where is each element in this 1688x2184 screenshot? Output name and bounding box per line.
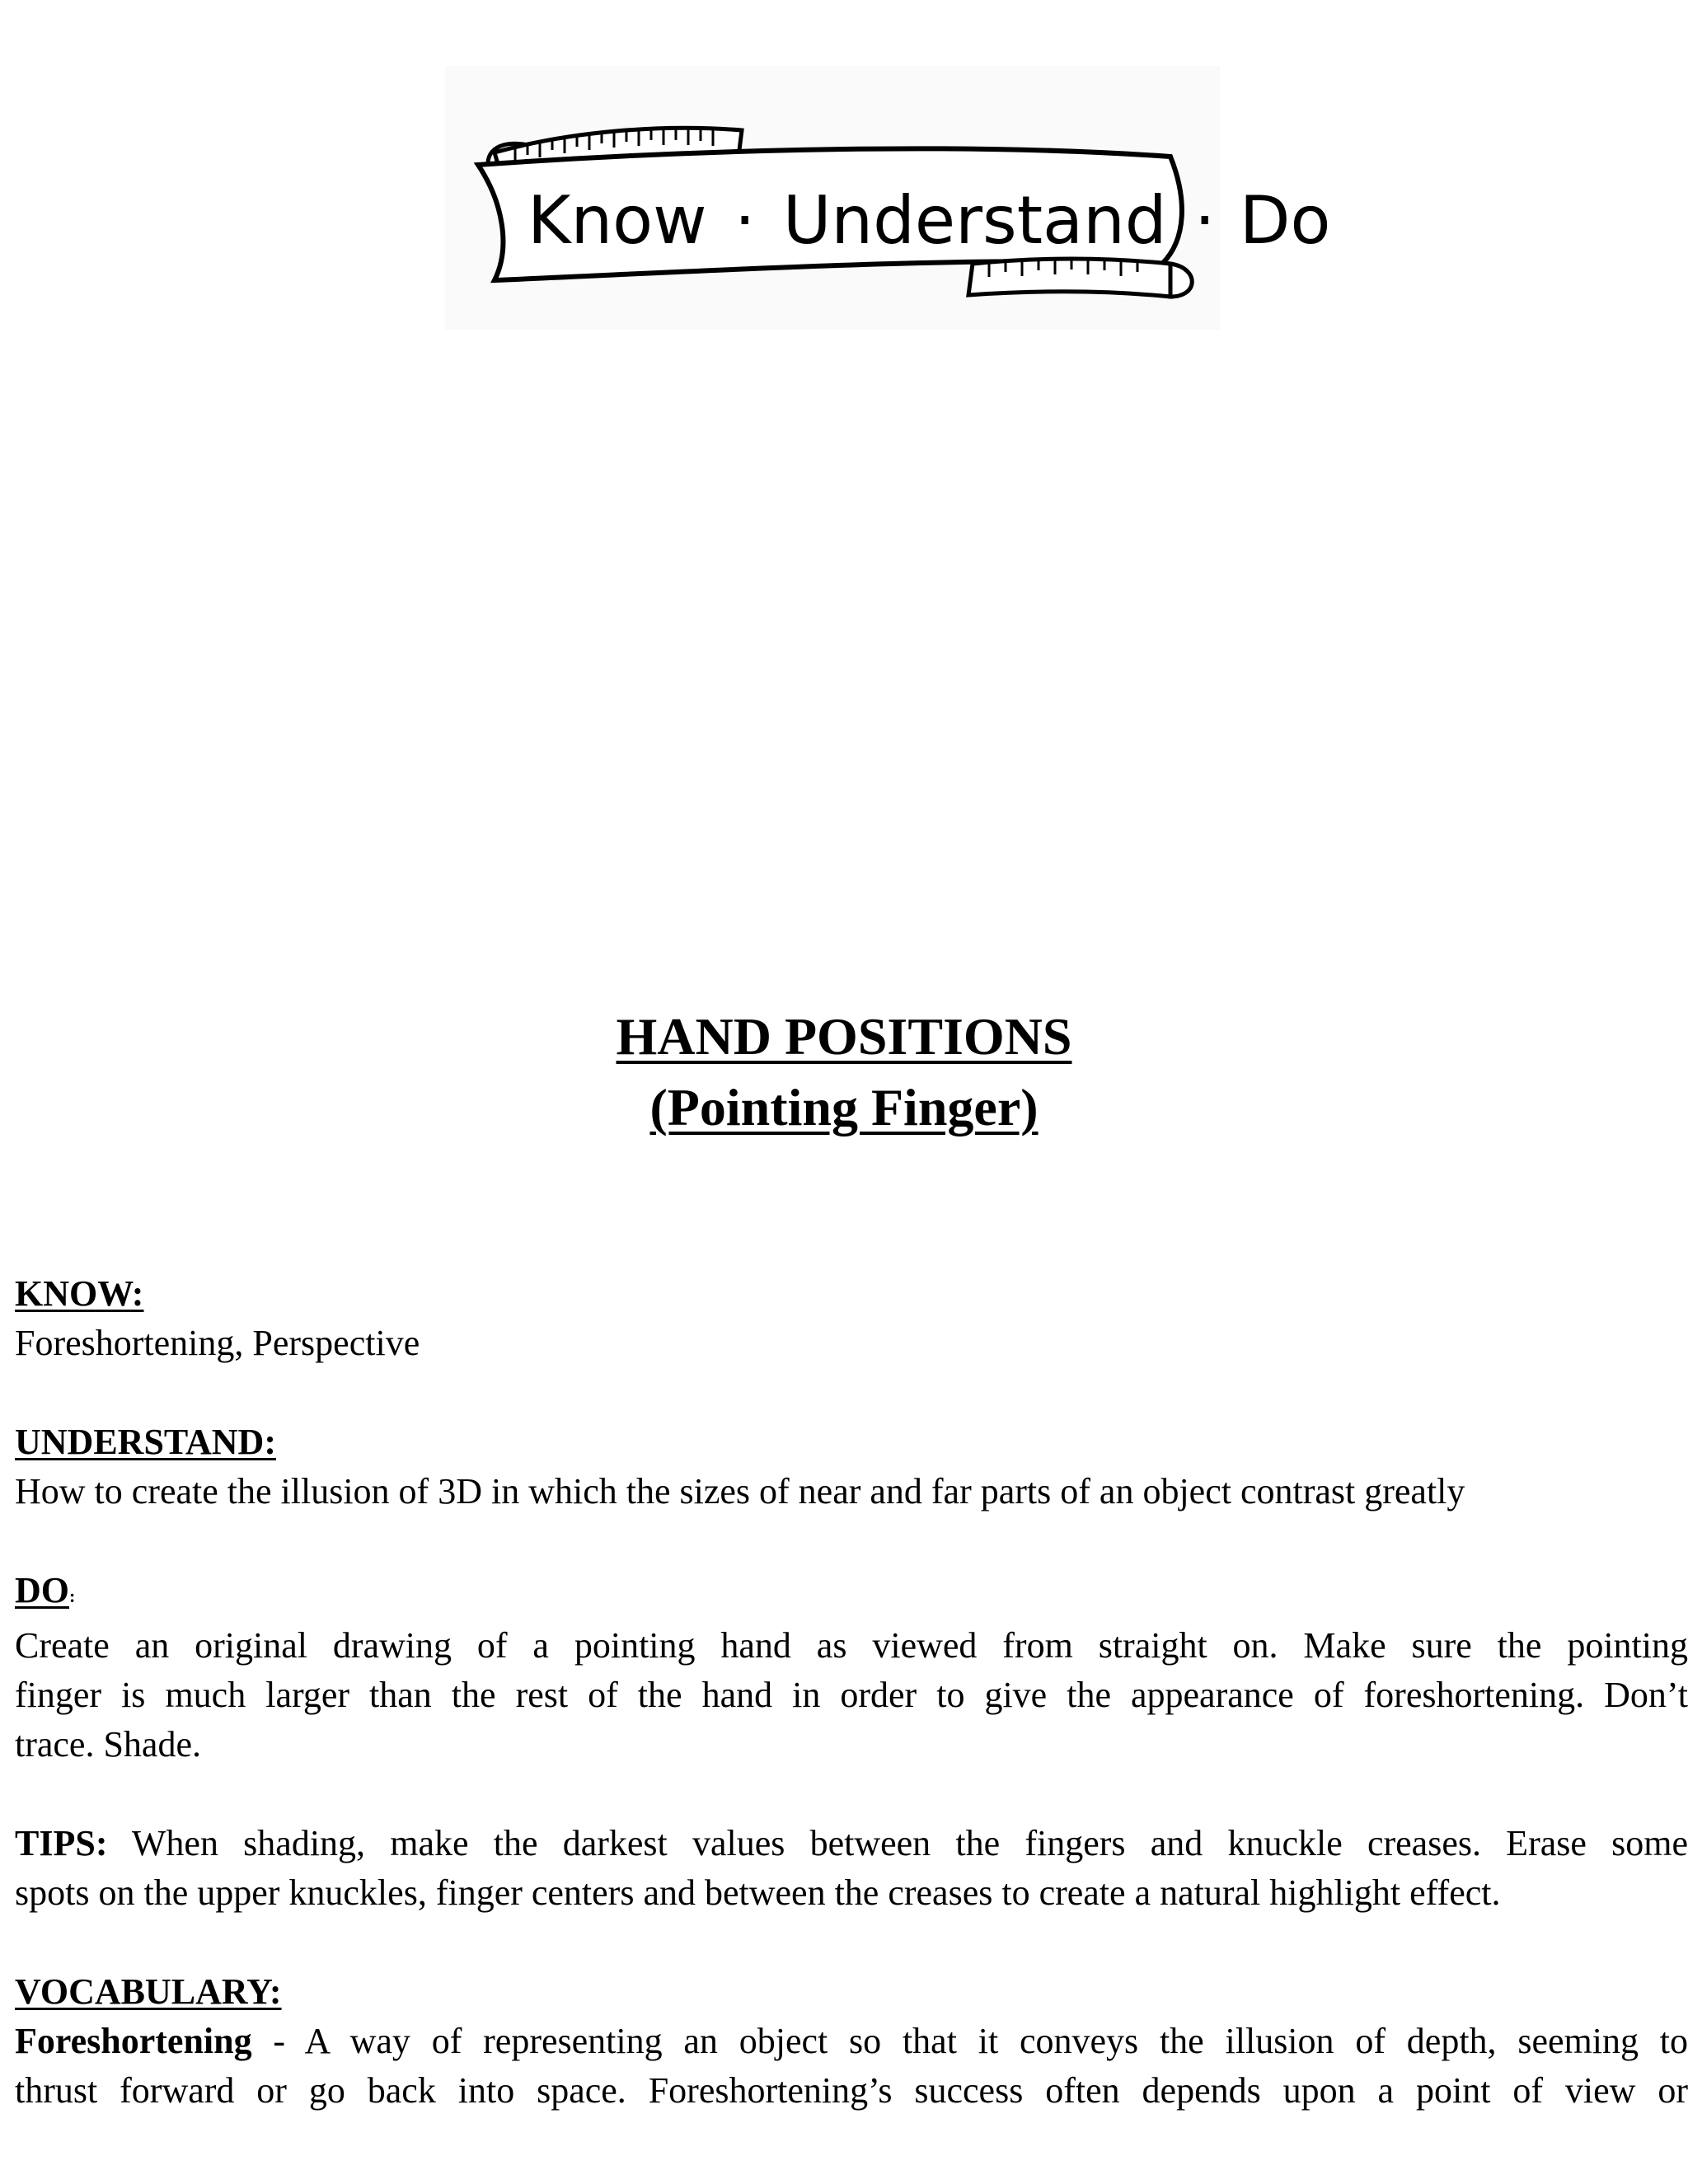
logo-dot-2: · <box>1194 182 1216 259</box>
vocabulary-line-1 <box>15 2017 1688 2066</box>
do-heading-line <box>15 1566 1688 1621</box>
tips-line-1 <box>15 1819 1688 1868</box>
lesson-content <box>15 1269 1688 2165</box>
logo-word-do: Do <box>1239 182 1331 259</box>
understand-section <box>15 1418 1688 1516</box>
vocabulary-term: Foreshortening <box>15 2021 252 2061</box>
do-heading: DO <box>15 1570 69 1610</box>
vocabulary-definition-1: - A way of representing an object so that it conveys the illusion of depth, seeming to <box>251 2021 1688 2061</box>
title-main: HAND POSITIONS <box>616 1007 1072 1066</box>
understand-heading: UNDERSTAND: <box>15 1422 276 1462</box>
do-text-line-2: finger is much larger than the rest of the hand in order to give the appearance of foreshortening. Don’t <box>15 1675 1688 1715</box>
logo-dot-1: · <box>734 182 756 259</box>
ribbon-banner-icon <box>445 66 1331 330</box>
do-text-line-1: Create an original drawing of a pointing hand as viewed from straight on. Make sure the pointing <box>15 1625 1688 1666</box>
svg-text:Know · Understand <box>528 182 1330 259</box>
know-text: Foreshortening, Perspective <box>15 1323 420 1363</box>
logo-word-understand: Understand <box>782 182 1167 259</box>
do-text-line-3: trace. Shade. <box>15 1724 201 1765</box>
vocabulary-section <box>15 1967 1688 2116</box>
know-section <box>15 1269 1688 1368</box>
tips-heading: TIPS: <box>15 1823 108 1863</box>
tips-text-1: When shading, make the darkest values between the fingers and knuckle creases. Erase some <box>131 1823 1688 1863</box>
know-understand-do-logo <box>445 66 1331 330</box>
vocabulary-heading: VOCABULARY: <box>15 1971 282 2012</box>
tips-line-2: spots on the upper knuckles, finger centers and between the creases to create a natural highlight effect. <box>15 1872 1501 1913</box>
do-section <box>15 1566 1688 1769</box>
page-title <box>0 1001 1688 1143</box>
title-subtitle: (Pointing Finger) <box>649 1078 1039 1137</box>
logo-word-know: Know <box>528 182 707 259</box>
tips-section <box>15 1819 1688 1918</box>
do-heading-colon: : <box>69 1586 76 1606</box>
understand-text: How to create the illusion of 3D in which the sizes of near and far parts of an object contrast greatly <box>15 1471 1465 1511</box>
know-heading: KNOW: <box>15 1273 144 1314</box>
vocabulary-line-2: thrust forward or go back into space. Foreshortening’s success often depends upon a point of view or <box>15 2070 1688 2111</box>
